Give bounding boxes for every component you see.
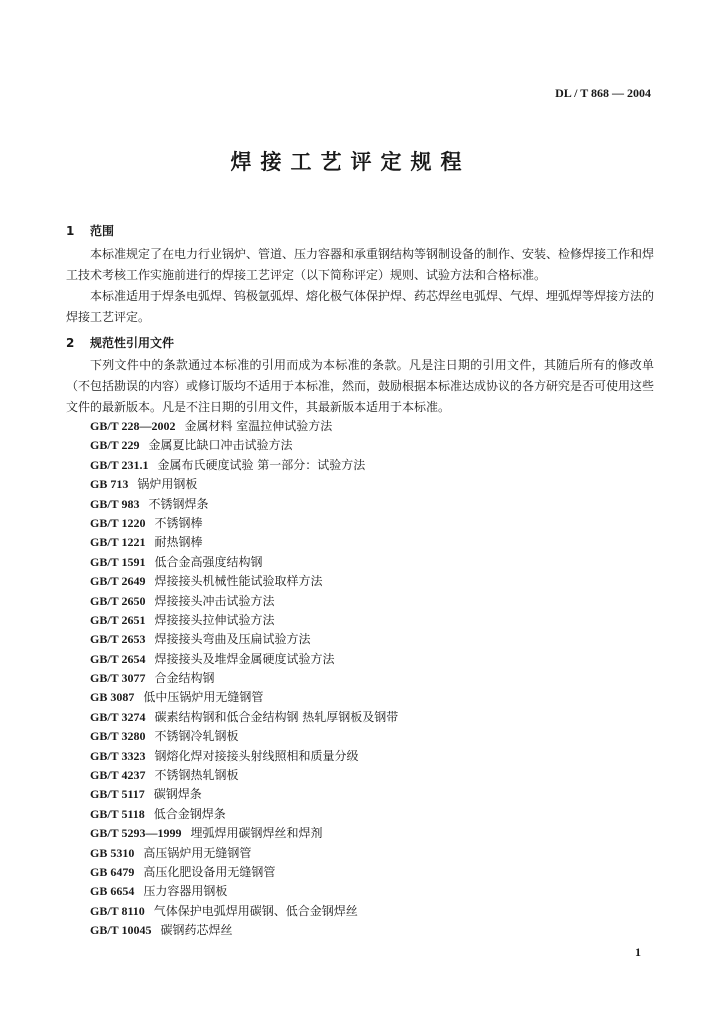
reference-code: GB/T 2651 xyxy=(90,612,146,627)
reference-title: 不锈钢热轧钢板 xyxy=(154,768,239,783)
reference-title: 钢熔化焊对接接头射线照相和质量分级 xyxy=(154,748,359,763)
reference-item xyxy=(90,805,398,824)
reference-item xyxy=(90,863,398,882)
reference-title: 金属材料 室温拉伸试验方法 xyxy=(184,419,333,433)
reference-code: GB/T 2649 xyxy=(90,574,146,589)
reference-item xyxy=(90,592,398,611)
reference-title: 不锈钢棒 xyxy=(154,515,203,530)
reference-item xyxy=(90,921,398,940)
reference-item xyxy=(90,630,398,649)
reference-item xyxy=(90,436,398,455)
reference-code: GB/T 983 xyxy=(90,496,140,511)
reference-item xyxy=(90,514,398,533)
paragraph: 下列文件中的条款通过本标准的引用而成为本标准的条款。凡是注日期的引用文件，其随后所有的修改单（不包括勘误的内容）或修订版均不适用于本标准，然而，鼓励根据本标准达成协议的各方研究是否可使用这些文件的最新版本。凡是不注日期的引用文件，其最新版本适用于本标准。 xyxy=(66,358,655,414)
reference-code: GB 6479 xyxy=(90,864,135,879)
reference-code: GB/T 4237 xyxy=(90,768,146,783)
reference-item xyxy=(90,824,398,843)
reference-code: GB/T 5117 xyxy=(90,787,145,802)
reference-title: 锅炉用钢板 xyxy=(137,477,198,492)
reference-title: 合金结构钢 xyxy=(154,671,215,686)
reference-title: 埋弧焊用碳钢焊丝和焊剂 xyxy=(190,826,323,841)
reference-title: 焊接接头拉伸试验方法 xyxy=(154,612,275,627)
reference-item xyxy=(90,844,398,863)
reference-code: GB/T 8110 xyxy=(90,903,145,918)
reference-title: 焊接接头机械性能试验取样方法 xyxy=(154,574,323,589)
reference-title: 焊接接头冲击试验方法 xyxy=(154,593,275,608)
reference-item xyxy=(90,708,398,727)
section-number: 2 xyxy=(66,336,75,350)
section-title: 范围 xyxy=(90,224,115,238)
reference-code: GB 6654 xyxy=(90,884,135,899)
reference-code: GB/T 231.1 xyxy=(90,457,149,472)
reference-item xyxy=(90,456,398,475)
reference-title: 高压锅炉用无缝钢管 xyxy=(143,845,252,860)
reference-title: 碳钢药芯焊丝 xyxy=(160,923,233,938)
reference-title: 耐热钢棒 xyxy=(154,535,203,550)
reference-code: GB/T 2650 xyxy=(90,593,146,608)
reference-item xyxy=(90,882,398,901)
reference-title: 不锈钢冷轧钢板 xyxy=(154,729,239,744)
reference-code: GB/T 10045 xyxy=(90,923,152,938)
paragraph: 本标准适用于焊条电弧焊、钨极氩弧焊、熔化极气体保护焊、药芯焊丝电弧焊、气焊、埋弧焊等焊接方法的焊接工艺评定。 xyxy=(66,289,655,324)
reference-title: 压力容器用钢板 xyxy=(143,884,228,899)
reference-item xyxy=(90,533,398,552)
reference-code: GB 713 xyxy=(90,477,129,492)
paragraph: 本标准规定了在电力行业锅炉、管道、压力容器和承重钢结构等钢制设备的制作、安装、检修焊接工作和焊工技术考核工作实施前进行的焊接工艺评定（以下简称评定）规则、试验方法和合格标准。 xyxy=(66,247,655,282)
reference-item xyxy=(90,747,398,766)
reference-code: GB/T 229 xyxy=(90,438,140,453)
reference-code: GB/T 1221 xyxy=(90,535,146,550)
reference-item xyxy=(90,766,398,785)
page-title: 焊接工艺评定规程 xyxy=(230,150,471,174)
section-title: 规范性引用文件 xyxy=(90,336,175,350)
reference-title: 碳钢焊条 xyxy=(153,787,202,802)
reference-item xyxy=(90,495,398,514)
reference-code: GB/T 1220 xyxy=(90,515,146,530)
reference-title: 气体保护电弧焊用碳钢、低合金钢焊丝 xyxy=(153,903,358,918)
reference-item xyxy=(90,669,398,688)
reference-code: GB 5310 xyxy=(90,845,135,860)
reference-code: GB/T 2653 xyxy=(90,632,146,647)
reference-code: GB/T 3280 xyxy=(90,729,146,744)
reference-title: 低合金钢焊条 xyxy=(153,806,226,821)
reference-item xyxy=(90,417,398,436)
reference-code: GB/T 5293—1999 xyxy=(90,826,182,841)
reference-item xyxy=(90,727,398,746)
section-heading-normative-references xyxy=(66,334,174,351)
section-heading-scope xyxy=(66,222,114,239)
reference-item xyxy=(90,785,398,804)
reference-title: 焊接接头弯曲及压扁试验方法 xyxy=(154,632,311,647)
reference-code: GB 3087 xyxy=(90,690,135,705)
reference-code: GB/T 5118 xyxy=(90,806,145,821)
page-number: 1 xyxy=(635,945,641,959)
reference-code: GB/T 3274 xyxy=(90,709,146,724)
reference-title: 低合金高强度结构钢 xyxy=(154,554,263,569)
reference-item xyxy=(90,650,398,669)
reference-code: GB/T 2654 xyxy=(90,651,146,666)
reference-code: GB/T 228—2002 xyxy=(90,419,176,433)
reference-item xyxy=(90,553,398,572)
document-code: DL / T 868 — 2004 xyxy=(555,86,651,100)
reference-title: 焊接接头及堆焊金属硬度试验方法 xyxy=(154,651,335,666)
reference-code: GB/T 1591 xyxy=(90,554,146,569)
reference-code: GB/T 3077 xyxy=(90,671,146,686)
reference-item xyxy=(90,688,398,707)
reference-title: 碳素结构钢和低合金结构钢 热轧厚钢板及钢带 xyxy=(154,709,399,724)
reference-code: GB/T 3323 xyxy=(90,748,146,763)
reference-item xyxy=(90,572,398,591)
reference-item xyxy=(90,475,398,494)
reference-title: 高压化肥设备用无缝钢管 xyxy=(143,864,276,879)
reference-title: 不锈钢焊条 xyxy=(148,496,209,511)
reference-title: 金属夏比缺口冲击试验方法 xyxy=(148,438,293,453)
section-number: 1 xyxy=(66,224,75,238)
reference-item xyxy=(90,611,398,630)
reference-title: 低中压锅炉用无缝钢管 xyxy=(143,690,264,705)
reference-title: 金属布氏硬度试验 第一部分：试验方法 xyxy=(157,457,366,472)
reference-list xyxy=(90,417,398,941)
reference-item xyxy=(90,902,398,921)
